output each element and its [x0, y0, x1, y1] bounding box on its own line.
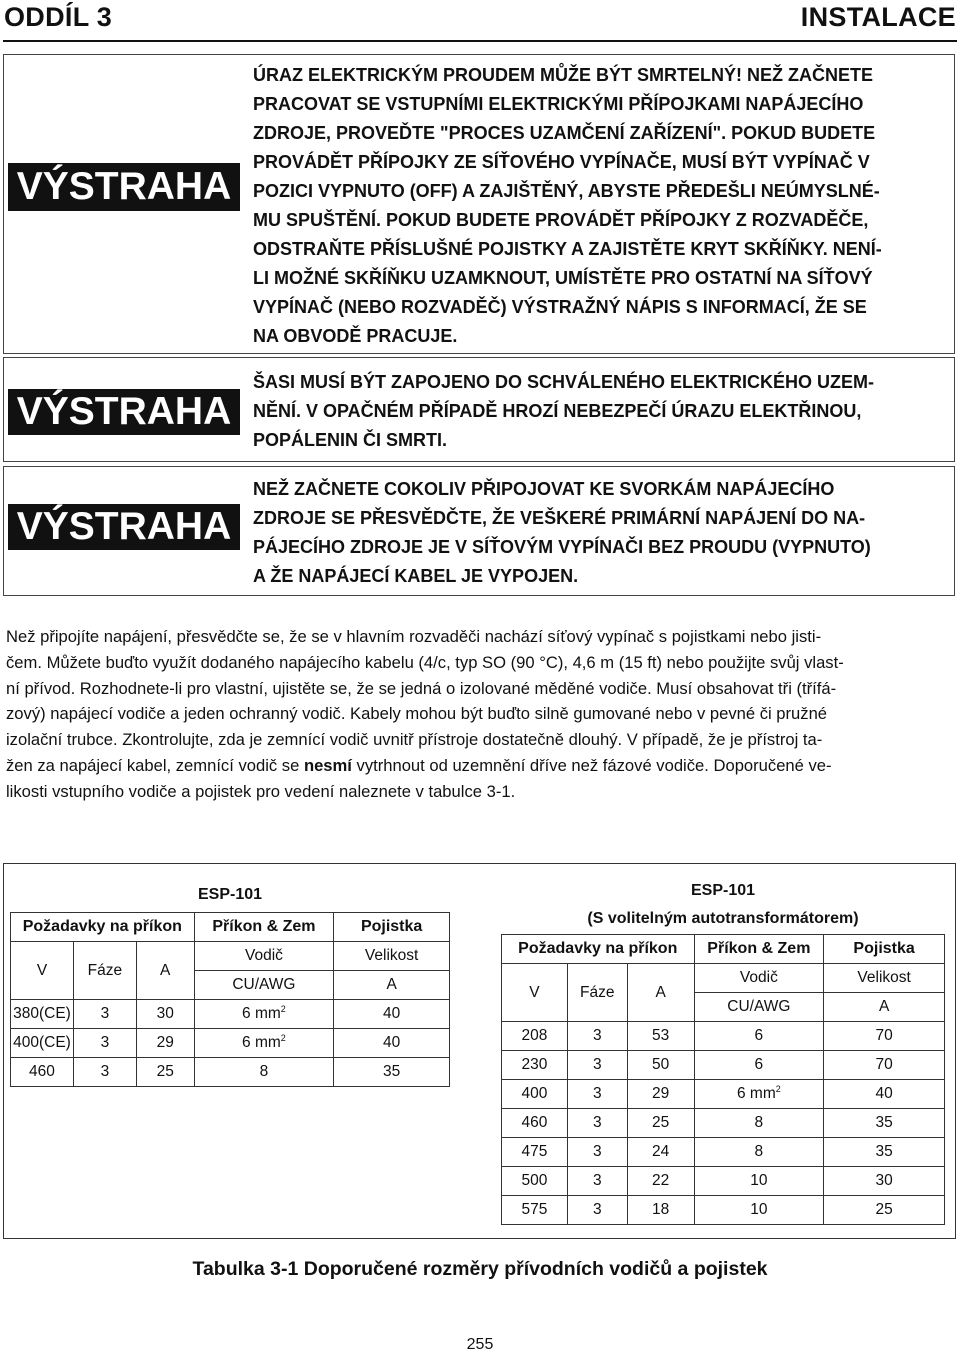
warning-line: POPÁLENIN ČI SMRTI. [253, 430, 448, 450]
col-group-header: Příkon & Zem [694, 935, 824, 964]
table-row [11, 1029, 450, 1058]
warning-line: ÚRAZ ELEKTRICKÝM PROUDEM MŮŽE BÝT SMRTELNÝ! NEŽ ZAČNETE [253, 65, 873, 85]
warning-label: VÝSTRAHA [8, 504, 240, 550]
cell: 40 [334, 1000, 450, 1029]
col-header: A [824, 993, 945, 1022]
body-line: ní přívod. Rozhodnete-li pro vlastní, ujistěte se, že se jedná o izolované měděné vodiče. Musí obsahovat tři (třífá- [6, 678, 837, 698]
page-number: 255 [466, 1336, 494, 1353]
cell: 3 [567, 1196, 627, 1225]
warning-line: MU SPUŠTĚNÍ. POKUD BUDETE PROVÁDĚT PŘÍPOJKY Z ROZVADĚČE, [253, 210, 869, 230]
warning-label: VÝSTRAHA [8, 389, 240, 435]
cell: 70 [824, 1051, 945, 1080]
cell: 10 [694, 1167, 824, 1196]
table-row [502, 1109, 945, 1138]
body-line: Než připojíte napájení, přesvědčte se, že se v hlavním rozvaděči nachází síťový vypínač s pojistkami nebo jisti- [6, 627, 822, 646]
cell: 35 [824, 1109, 945, 1138]
cell-value: 6 mm [736, 1085, 776, 1103]
col-header: A [334, 971, 450, 1000]
col-group-header: Požadavky na příkon [502, 935, 695, 964]
warning-label: VÝSTRAHA [8, 163, 240, 211]
col-header: Vodič [694, 964, 824, 993]
table-esp-101 [10, 878, 450, 1087]
table-row [502, 1080, 945, 1109]
cell: 35 [334, 1058, 450, 1087]
superscript: 2 [280, 1033, 286, 1044]
col-header: Fáze [567, 964, 627, 1022]
cell: 208 [502, 1022, 568, 1051]
warning-text [253, 475, 950, 591]
cell: 3 [73, 1058, 136, 1087]
col-group-header: Požadavky na příkon [11, 913, 195, 942]
warning-line: VYPÍNAČ (NEBO ROZVADĚČ) VÝSTRAŽNÝ NÁPIS S INFORMACÍ, ŽE SE [253, 297, 867, 317]
cell: 230 [502, 1051, 568, 1080]
warning-box-2 [3, 357, 955, 462]
body-line-start: žen za napájecí kabel, zemnící vodič se [6, 755, 304, 775]
cell: 6 [694, 1051, 824, 1080]
col-header: V [502, 964, 568, 1022]
warning-line: NĚNÍ. V OPAČNÉM PŘÍPADĚ HROZÍ NEBEZPEČÍ ÚRAZU ELEKTŘINOU, [253, 401, 862, 421]
cell-value: 6 mm [242, 1005, 281, 1023]
warning-line: POZICI VYPNUTO (OFF) A ZAJIŠTĚNÝ, ABYSTE PŘEDEŠLI NEÚMYSLNÉ- [253, 181, 880, 201]
cell: 8 [694, 1138, 824, 1167]
table-row [11, 1000, 450, 1029]
cell: 40 [334, 1029, 450, 1058]
cell: 10 [694, 1196, 824, 1225]
page-title: INSTALACE [800, 2, 956, 32]
cell: 6 [694, 1022, 824, 1051]
col-header: CU/AWG [694, 993, 824, 1022]
cell: 575 [502, 1196, 568, 1225]
cell: 3 [567, 1051, 627, 1080]
body-line: izolační trubce. Zkontrolujte, zda je zemnící vodič uvnitř přístroje dostatečně dlouhý. V případě, že je přístroj ta- [6, 730, 823, 750]
table-caption: Tabulka 3-1 Doporučené rozměry přívodních vodičů a pojistek [192, 1258, 768, 1280]
cell: 25 [824, 1196, 945, 1225]
col-header: CU/AWG [194, 971, 334, 1000]
cell: 500 [502, 1167, 568, 1196]
body-line [6, 753, 958, 779]
cell: 40 [824, 1080, 945, 1109]
cell: 53 [627, 1022, 694, 1051]
table-row [502, 1051, 945, 1080]
cell: 25 [627, 1109, 694, 1138]
cell: 29 [136, 1029, 194, 1058]
cell: 8 [194, 1058, 334, 1087]
cell: 3 [73, 1029, 136, 1058]
superscript: 2 [280, 1004, 286, 1015]
cell: 18 [627, 1196, 694, 1225]
cell: 400(CE) [11, 1029, 74, 1058]
table-title: ESP-101 [197, 886, 263, 903]
cell: 475 [502, 1138, 568, 1167]
cell: 3 [567, 1167, 627, 1196]
cell: 3 [567, 1109, 627, 1138]
warning-line: NA OBVODĚ PRACUJE. [253, 326, 458, 346]
cell: 400 [502, 1080, 568, 1109]
col-header: A [136, 942, 194, 1000]
warning-box-1 [3, 54, 955, 354]
warning-text [253, 61, 950, 351]
col-header: Velikost [334, 942, 450, 971]
col-header: Fáze [73, 942, 136, 1000]
table-row [502, 1167, 945, 1196]
cell: 29 [627, 1080, 694, 1109]
table-row [502, 1138, 945, 1167]
body-line: likosti vstupního vodiče a pojistek pro vedení naleznete v tabulce 3-1. [6, 781, 516, 801]
warning-line: A ŽE NAPÁJECÍ KABEL JE VYPOJEN. [253, 566, 579, 586]
col-header: V [11, 942, 74, 1000]
table-row [502, 1196, 945, 1225]
table-subtitle: (S volitelným autotransformátorem) [587, 910, 859, 927]
col-header: A [627, 964, 694, 1022]
cell: 70 [824, 1022, 945, 1051]
cell: 25 [136, 1058, 194, 1087]
body-line-end: vytrhnout od uzemnění dříve než fázové vodiče. Doporučené ve- [351, 755, 832, 775]
table-row [502, 1022, 945, 1051]
warning-line: ZDROJE, PROVEĎTE "PROCES UZAMČENÍ ZAŘÍZENÍ". POKUD BUDETE [253, 123, 876, 143]
cell: 3 [73, 1000, 136, 1029]
warning-line: PRACOVAT SE VSTUPNÍMI ELEKTRICKÝMI PŘÍPOJKAMI NAPÁJECÍHO [253, 94, 864, 114]
body-line: zový) napájecí vodiče a jeden ochranný vodič. Kabely mohou být buďto silně gumované nebo v pevné či pružné [6, 704, 828, 724]
cell: 30 [824, 1167, 945, 1196]
warning-line: ODSTRAŇTE PŘÍSLUŠNÉ POJISTKY A ZAJISTĚTE KRYT SKŘÍŇKY. NENÍ- [253, 239, 882, 259]
cell: 24 [627, 1138, 694, 1167]
warning-box-3 [3, 466, 955, 596]
col-header: Velikost [824, 964, 945, 993]
warning-line: ZDROJE SE PŘESVĚDČTE, ŽE VEŠKERÉ PRIMÁRNÍ NAPÁJENÍ DO NA- [253, 508, 866, 528]
col-header: Vodič [194, 942, 334, 971]
cell: 22 [627, 1167, 694, 1196]
superscript: 2 [775, 1084, 781, 1095]
cell [194, 1029, 334, 1058]
cell: 50 [627, 1051, 694, 1080]
cell: 460 [11, 1058, 74, 1087]
warning-line: NEŽ ZAČNETE COKOLIV PŘIPOJOVAT KE SVORKÁM NAPÁJECÍHO [253, 479, 835, 499]
body-line: čem. Můžete buďto využít dodaného napájecího kabelu (4/c, typ SO (90 °C), 4,6 m (15 ft) nebo použijte svůj vlast- [6, 652, 844, 672]
emphasis-nesmi: nesmí [303, 755, 352, 775]
section-label: ODDÍL 3 [4, 2, 113, 32]
cell [194, 1000, 334, 1029]
cell: 30 [136, 1000, 194, 1029]
col-group-header: Příkon & Zem [194, 913, 334, 942]
warning-line: LI MOŽNÉ SKŘÍŇKU UZAMKNOUT, UMÍSTĚTE PRO OSTATNÍ NA SÍŤOVÝ [253, 268, 873, 288]
warning-line: ŠASI MUSÍ BÝT ZAPOJENO DO SCHVÁLENÉHO ELEKTRICKÉHO UZEM- [253, 372, 875, 392]
table-title: ESP-101 [690, 882, 756, 899]
cell: 460 [502, 1109, 568, 1138]
cell: 3 [567, 1022, 627, 1051]
body-paragraph [6, 624, 958, 805]
warning-text [253, 368, 950, 455]
cell: 3 [567, 1080, 627, 1109]
cell: 35 [824, 1138, 945, 1167]
table-row [11, 1058, 450, 1087]
warning-line: PÁJECÍHO ZDROJE JE V SÍŤOVÝM VYPÍNAČI BEZ PROUDU (VYPNUTO) [253, 537, 871, 557]
cell: 3 [567, 1138, 627, 1167]
tables-frame [3, 863, 956, 1239]
cell [694, 1080, 824, 1109]
warning-line: PROVÁDĚT PŘÍPOJKY ZE SÍŤOVÉHO VYPÍNAČE, MUSÍ BÝT VYPÍNAČ V [253, 152, 870, 172]
col-group-header: Pojistka [824, 935, 945, 964]
cell: 380(CE) [11, 1000, 74, 1029]
header-rule [3, 40, 957, 42]
col-group-header: Pojistka [334, 913, 450, 942]
cell-value: 6 mm [242, 1034, 281, 1052]
table-esp-101-autotransformer [501, 878, 945, 1225]
cell: 8 [694, 1109, 824, 1138]
